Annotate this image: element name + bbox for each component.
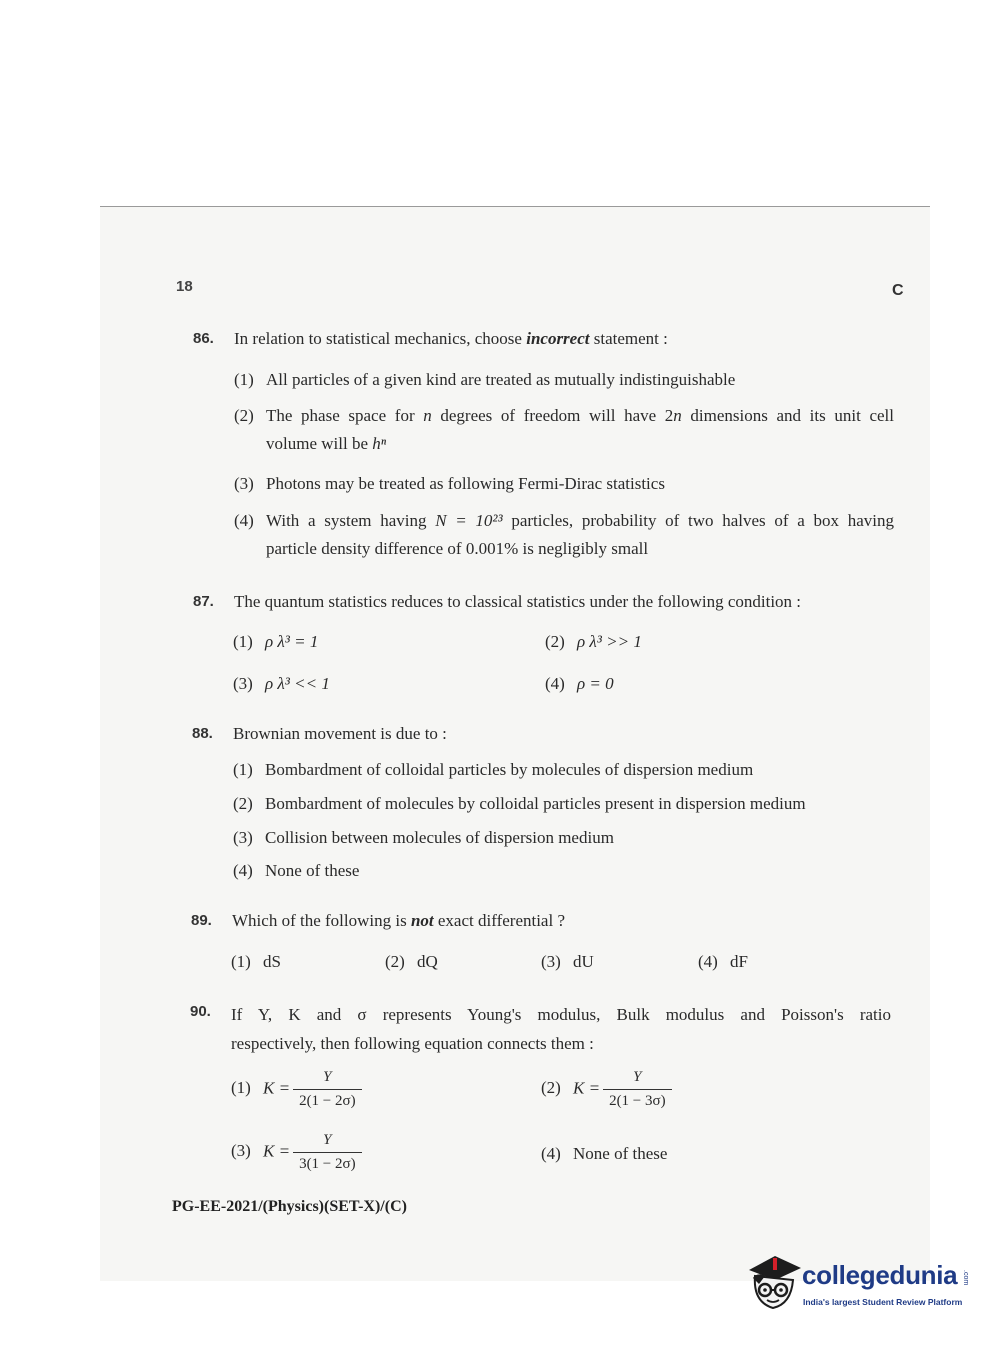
brand-name: collegedunia xyxy=(802,1260,958,1290)
question-86-option-3 xyxy=(234,473,665,495)
option-number: (3) xyxy=(233,828,253,847)
option-text: Bombardment of colloidal particles by molecules of dispersion medium xyxy=(265,760,754,779)
question-89-stem xyxy=(232,910,565,932)
option-text: dQ xyxy=(417,952,438,971)
option-formula: K = xyxy=(573,1078,601,1098)
fraction xyxy=(603,1068,672,1111)
option-number: (1) xyxy=(233,760,253,779)
question-86-option-2 xyxy=(234,402,894,458)
option-variable: n xyxy=(423,406,432,425)
option-text: degrees of freedom will have 2 xyxy=(431,406,674,425)
option-number: (4) xyxy=(233,861,253,880)
paper-code-footer: PG-EE-2021/(Physics)(SET-X)/(C) xyxy=(172,1198,407,1215)
option-number: (2) xyxy=(385,952,405,971)
option-text: particle density difference of 0.001% is negligibly small xyxy=(266,539,649,558)
option-number: (1) xyxy=(233,632,253,651)
page-number: 18 xyxy=(176,278,193,295)
option-number: (1) xyxy=(234,370,254,389)
option-formula: ρ λ³ >> 1 xyxy=(577,632,642,651)
fraction-denominator: 2(1 − 2σ) xyxy=(293,1089,362,1111)
question-87-option-4 xyxy=(545,673,614,695)
option-number: (4) xyxy=(545,674,565,693)
option-text: None of these xyxy=(573,1144,668,1163)
option-text: None of these xyxy=(265,861,360,880)
question-87-number: 87. xyxy=(193,593,214,610)
question-86-number: 86. xyxy=(193,330,214,347)
option-text: volume will be xyxy=(266,434,373,453)
question-89-number: 89. xyxy=(191,912,212,929)
option-formula: hⁿ xyxy=(372,434,387,453)
stem-text: Which of the following is xyxy=(232,911,411,930)
question-87-option-2 xyxy=(545,631,642,653)
option-number: (2) xyxy=(545,632,565,651)
set-code: C xyxy=(892,282,904,299)
brand-tagline: India's largest Student Review Platform xyxy=(803,1297,963,1307)
question-87-stem: The quantum statistics reduces to classical statistics under the following condition : xyxy=(234,592,802,611)
option-text: With a system having xyxy=(266,511,436,530)
brand-domain: .com xyxy=(962,1270,969,1286)
option-formula: ρ = 0 xyxy=(577,674,614,693)
option-formula: K = xyxy=(263,1141,291,1161)
fraction-denominator: 2(1 − 3σ) xyxy=(603,1089,672,1111)
option-number: (1) xyxy=(231,952,251,971)
option-text: All particles of a given kind are treated as mutually indistinguishable xyxy=(266,370,736,389)
option-number: (3) xyxy=(541,952,561,971)
fraction xyxy=(293,1068,362,1111)
question-90-stem xyxy=(231,1000,891,1058)
option-number: (3) xyxy=(231,1141,251,1161)
question-88-option-4 xyxy=(233,860,359,882)
question-87-option-1 xyxy=(233,631,318,653)
option-number: (2) xyxy=(233,794,253,813)
option-formula: ρ λ³ << 1 xyxy=(265,674,330,693)
question-90-option-3 xyxy=(231,1131,362,1174)
fraction-numerator: Y xyxy=(323,1069,332,1085)
option-number: (2) xyxy=(234,406,254,425)
fraction-numerator: Y xyxy=(323,1132,332,1148)
option-text: dU xyxy=(573,952,594,971)
question-89-option-4 xyxy=(698,951,748,973)
question-88-option-2 xyxy=(233,793,806,815)
option-number: (4) xyxy=(234,511,254,530)
option-formula: ρ λ³ = 1 xyxy=(265,632,319,651)
mascot-icon xyxy=(745,1250,805,1316)
question-87-option-3 xyxy=(233,673,330,695)
option-line xyxy=(234,535,894,563)
stem-line: If Y, K and σ represents Young's modulus, Bulk modulus and Poisson's ratio xyxy=(231,1005,891,1024)
stem-line: respectively, then following equation connects them : xyxy=(231,1034,594,1053)
option-text: Collision between molecules of dispersion medium xyxy=(265,828,614,847)
option-formula: K = xyxy=(263,1078,291,1098)
option-text: The phase space for xyxy=(266,406,424,425)
option-number: (2) xyxy=(541,1078,561,1098)
option-variable: n xyxy=(673,406,682,425)
fraction-denominator: 3(1 − 2σ) xyxy=(293,1152,362,1174)
option-text: Bombardment of molecules by colloidal particles present in dispersion medium xyxy=(265,794,806,813)
stem-text: In relation to statistical mechanics, choose xyxy=(234,329,527,348)
exam-page xyxy=(100,206,930,1281)
stem-text: exact differential ? xyxy=(433,911,566,930)
option-number: (3) xyxy=(234,474,254,493)
question-88-option-1 xyxy=(233,759,753,781)
option-text: dimensions and its unit cell xyxy=(681,406,894,425)
question-90-option-4 xyxy=(541,1143,667,1165)
stem-emphasis: incorrect xyxy=(526,329,590,348)
question-90-option-2 xyxy=(541,1068,672,1111)
top-rule xyxy=(100,206,930,207)
option-line xyxy=(234,430,894,458)
stem-emphasis: not xyxy=(410,911,434,930)
question-86-stem xyxy=(234,328,668,350)
option-number: (3) xyxy=(233,674,253,693)
fraction xyxy=(293,1131,362,1174)
question-88-number: 88. xyxy=(192,725,213,742)
stem-text: statement : xyxy=(589,329,668,348)
fraction-numerator: Y xyxy=(633,1069,642,1085)
option-line xyxy=(234,402,894,430)
question-89-option-1 xyxy=(231,951,281,973)
question-89-option-3 xyxy=(541,951,594,973)
option-text: dF xyxy=(730,952,748,971)
question-90-option-1 xyxy=(231,1068,362,1111)
question-88-option-3 xyxy=(233,827,614,849)
option-text: dS xyxy=(263,952,281,971)
option-number: (4) xyxy=(698,952,718,971)
option-number: (1) xyxy=(231,1078,251,1098)
option-text: Photons may be treated as following Fermi-Dirac statistics xyxy=(266,474,665,493)
option-text: particles, probability of two halves of a box having xyxy=(502,511,894,530)
collegedunia-logo xyxy=(745,1250,975,1320)
question-89-option-2 xyxy=(385,951,438,973)
question-90-number: 90. xyxy=(190,1003,211,1020)
question-86-option-1 xyxy=(234,369,735,391)
option-line xyxy=(234,507,894,535)
option-number: (4) xyxy=(541,1144,561,1163)
question-88-stem: Brownian movement is due to : xyxy=(233,724,447,743)
question-86-option-4 xyxy=(234,507,894,563)
option-formula: N = 10²³ xyxy=(435,511,503,530)
